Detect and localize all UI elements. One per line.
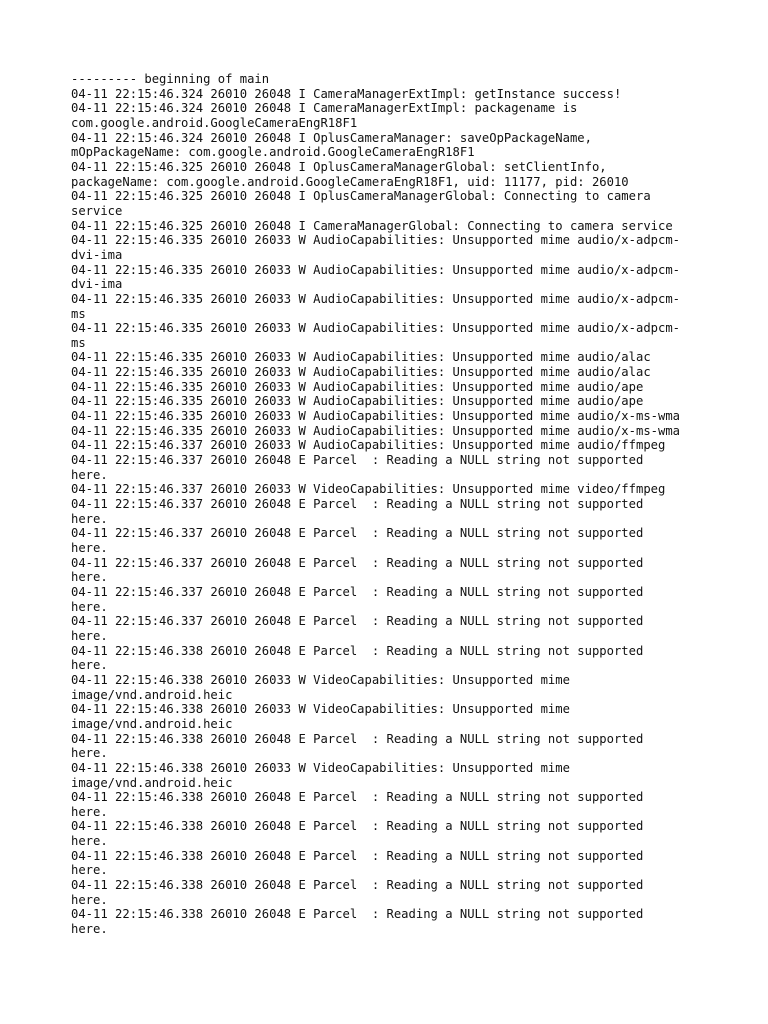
log-line: 04-11 22:15:46.335 26010 26033 W AudioCapabilities: Unsupported mime audio/x-adpcm- [71, 321, 681, 336]
log-line: 04-11 22:15:46.338 26010 26048 E Parcel : Reading a NULL string not supported [71, 731, 644, 746]
log-line: here. [71, 467, 108, 482]
log-line: 04-11 22:15:46.335 26010 26033 W AudioCapabilities: Unsupported mime audio/alac [71, 350, 651, 365]
log-line: here. [71, 541, 108, 555]
log-line: 04-11 22:15:46.335 26010 26033 W AudioCapabilities: Unsupported mime audio/x-adpcm- [71, 233, 681, 248]
log-line: 04-11 22:15:46.335 26010 26033 W AudioCapabilities: Unsupported mime audio/x-adpcm- [71, 262, 681, 277]
log-line: 04-11 22:15:46.325 26010 26048 I CameraManagerGlobal: Connecting to camera service [71, 218, 673, 233]
log-line: image/vnd.android.heic [71, 716, 233, 731]
log-line: 04-11 22:15:46.338 26010 26048 E Parcel : Reading a NULL string not supported [71, 907, 644, 922]
log-line: here. [71, 892, 108, 907]
log-line: 04-11 22:15:46.338 26010 26048 E Parcel : Reading a NULL string not supported [71, 819, 644, 834]
log-line: 04-11 22:15:46.325 26010 26048 I OplusCameraManagerGlobal: Connecting to camera [71, 189, 651, 204]
log-line: here. [71, 628, 108, 643]
log-line: 04-11 22:15:46.335 26010 26033 W AudioCapabilities: Unsupported mime audio/ape [71, 394, 644, 409]
log-line: dvi-ima [71, 277, 123, 292]
log-line: 04-11 22:15:46.338 26010 26048 E Parcel : Reading a NULL string not supported [71, 790, 644, 805]
log-line: 04-11 22:15:46.337 26010 26033 W VideoCapabilities: Unsupported mime video/ffmpeg [71, 482, 666, 497]
log-line: here. [71, 863, 108, 878]
log-line: 04-11 22:15:46.337 26010 26048 E Parcel : Reading a NULL string not supported [71, 497, 644, 512]
log-line: 04-11 22:15:46.337 26010 26048 E Parcel : Reading a NULL string not supported [71, 453, 644, 468]
log-line: dvi-ima [71, 247, 123, 262]
log-line: 04-11 22:15:46.337 26010 26033 W AudioCapabilities: Unsupported mime audio/ffmpeg [71, 438, 666, 453]
log-line: 04-11 22:15:46.337 26010 26048 E Parcel : Reading a NULL string not supported [71, 526, 644, 541]
log-document [71, 72, 711, 937]
log-line: image/vnd.android.heic [71, 687, 233, 702]
log-line: 04-11 22:15:46.338 26010 26033 W VideoCapabilities: Unsupported mime [71, 760, 570, 775]
log-line: com.google.android.GoogleCameraEngR18F1 [71, 115, 358, 130]
log-line: here. [71, 834, 108, 849]
log-line: 04-11 22:15:46.337 26010 26048 E Parcel : Reading a NULL string not supported [71, 555, 644, 570]
log-line: 04-11 22:15:46.324 26010 26048 I OplusCameraManager: saveOpPackageName, [71, 130, 592, 145]
log-line: 04-11 22:15:46.335 26010 26033 W AudioCapabilities: Unsupported mime audio/alac [71, 365, 651, 380]
log-line: here. [71, 922, 108, 937]
log-line: 04-11 22:15:46.338 26010 26033 W VideoCapabilities: Unsupported mime [71, 672, 570, 687]
log-line: 04-11 22:15:46.338 26010 26048 E Parcel : Reading a NULL string not supported [71, 848, 644, 863]
log-line: packageName: com.google.android.GoogleCameraEngR18F1, uid: 11177, pid: 26010 [71, 174, 629, 189]
log-line: image/vnd.android.heic [71, 775, 233, 790]
log-line: 04-11 22:15:46.335 26010 26033 W AudioCapabilities: Unsupported mime audio/ape [71, 379, 644, 394]
log-line: ms [71, 335, 86, 350]
log-line: 04-11 22:15:46.335 26010 26033 W AudioCapabilities: Unsupported mime audio/x-adpcm- [71, 291, 681, 306]
log-line: 04-11 22:15:46.337 26010 26048 E Parcel : Reading a NULL string not supported [71, 614, 644, 629]
log-line: service [71, 203, 123, 218]
log-line: mOpPackageName: com.google.android.GoogleCameraEngR18F1 [71, 145, 475, 160]
log-line: here. [71, 804, 108, 819]
log-line: here. [71, 746, 108, 761]
log-line: 04-11 22:15:46.337 26010 26048 E Parcel : Reading a NULL string not supported [71, 584, 644, 599]
log-line: 04-11 22:15:46.335 26010 26033 W AudioCapabilities: Unsupported mime audio/x-ms-wma [71, 409, 681, 424]
log-line: 04-11 22:15:46.338 26010 26048 E Parcel : Reading a NULL string not supported [71, 878, 644, 893]
log-line: ms [71, 306, 86, 321]
log-line: 04-11 22:15:46.338 26010 26033 W VideoCapabilities: Unsupported mime [71, 702, 570, 717]
log-line: --------- beginning of main [71, 72, 270, 86]
log-line: 04-11 22:15:46.338 26010 26048 E Parcel : Reading a NULL string not supported [71, 643, 644, 658]
log-line: 04-11 22:15:46.335 26010 26033 W AudioCapabilities: Unsupported mime audio/x-ms-wma [71, 423, 681, 438]
log-line: here. [71, 658, 108, 673]
log-line: here. [71, 599, 108, 614]
log-line: 04-11 22:15:46.324 26010 26048 I CameraManagerExtImpl: packagename is [71, 101, 578, 116]
log-line: 04-11 22:15:46.325 26010 26048 I OplusCameraManagerGlobal: setClientInfo, [71, 159, 607, 174]
log-line: 04-11 22:15:46.324 26010 26048 I CameraManagerExtImpl: getInstance success! [71, 86, 622, 101]
log-line: here. [71, 570, 108, 585]
log-line: here. [71, 511, 108, 526]
